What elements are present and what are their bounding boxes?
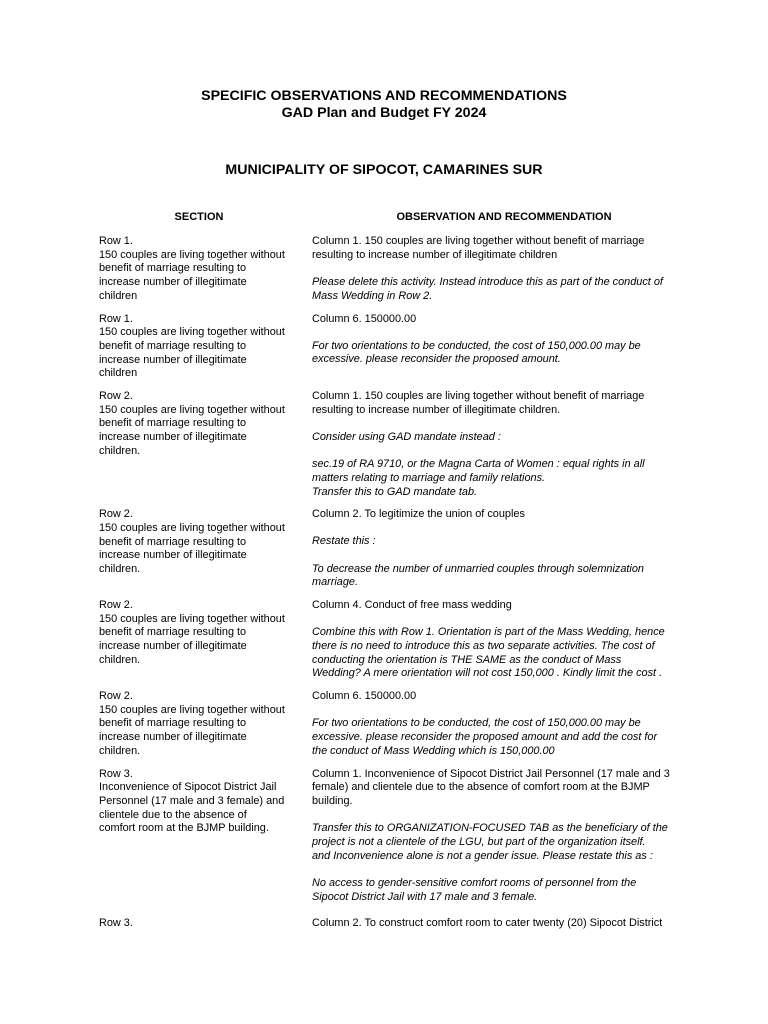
observation-line: marriage. <box>312 576 358 589</box>
observation-line: Column 6. 150000.00 <box>312 312 417 325</box>
section-line: benefit of marriage resulting to <box>99 262 247 275</box>
observation-line: Transfer this to ORGANIZATION-FOCUSED TAB as the beneficiary of the <box>312 822 668 835</box>
section-line: children. <box>99 653 141 666</box>
section-column-header: SECTION <box>174 211 224 223</box>
section-line: increase number of illegitimate <box>99 431 247 444</box>
section-line: Personnel (17 male and 3 female) and <box>99 795 285 807</box>
section-line: Row 2. <box>99 390 133 403</box>
observation-line: Wedding? A mere orientation will not cost 150,000 . Kindly limit the cost . <box>312 667 663 680</box>
observation-line: Restate this : <box>312 535 376 548</box>
section-cell <box>99 390 306 499</box>
observation-cell <box>312 690 698 759</box>
observation-line: and Inconvenience alone is not a gender issue. Please restate this as : <box>312 849 653 862</box>
observation-line: Transfer this to GAD mandate tab. <box>312 485 478 498</box>
recommendation-paragraph <box>312 717 698 758</box>
observation-cell <box>312 235 698 304</box>
observation-line: sec.19 of RA 9710, or the Magna Carta of Women : equal rights in all <box>312 458 645 471</box>
observation-paragraph <box>312 508 698 522</box>
section-line: Row 1. <box>99 312 133 325</box>
observation-line: For two orientations to be conducted, the cost of 150,000.00 may be <box>312 339 641 352</box>
observation-line: Column 1. 150 couples are living together without benefit of marriage <box>312 390 645 403</box>
observation-line: No access to gender-sensitive comfort rooms of personnel from the <box>312 876 637 889</box>
section-cell <box>99 690 306 759</box>
section-line: increase number of illegitimate <box>99 549 247 562</box>
section-cell <box>99 599 306 681</box>
observation-cell <box>312 313 698 382</box>
table-row <box>0 390 768 499</box>
section-cell <box>99 508 306 590</box>
document-title: SPECIFIC OBSERVATIONS AND RECOMMENDATIONS <box>201 88 567 104</box>
section-line: children. <box>99 444 141 457</box>
section-line: Row 3. <box>99 767 133 780</box>
section-line: benefit of marriage resulting to <box>99 417 247 430</box>
observation-cell <box>312 599 698 681</box>
observation-line: excessive. please reconsider the proposed amount. <box>312 353 561 366</box>
section-cell <box>99 917 306 931</box>
recommendation-paragraph <box>312 822 698 863</box>
observation-line: Column 2. To construct comfort room to cater twenty (20) Sipocot District <box>312 917 663 930</box>
section-cell <box>99 768 306 905</box>
section-line: 150 couples are living together without <box>99 703 285 716</box>
section-line: increase number of illegitimate <box>99 276 247 289</box>
section-line: 150 couples are living together without <box>99 612 285 625</box>
observation-line: building. <box>312 795 353 807</box>
recommendation-paragraph <box>312 340 698 367</box>
section-cell <box>99 313 306 382</box>
observation-line: Please delete this activity. Instead introduce this as part of the conduct of <box>312 275 663 288</box>
observation-line: resulting to increase number of illegitimate children <box>312 248 558 261</box>
section-line: children <box>99 289 138 302</box>
table-row <box>0 508 768 590</box>
table-row <box>0 599 768 681</box>
section-cell <box>99 235 306 304</box>
recommendation-paragraph <box>312 276 698 303</box>
observation-line: resulting to increase number of illegitimate children. <box>312 403 561 416</box>
observation-line: there is no need to introduce this as two separate activities. The cost of <box>312 639 655 652</box>
section-line: benefit of marriage resulting to <box>99 339 247 352</box>
recommendation-paragraph <box>312 431 698 445</box>
section-line: Row 2. <box>99 508 133 521</box>
observation-line: conducting the orientation is THE SAME as the conduct of Mass <box>312 653 622 666</box>
section-line: Row 2. <box>99 599 133 612</box>
observation-paragraph <box>312 690 698 704</box>
section-line: benefit of marriage resulting to <box>99 717 247 730</box>
observation-line: Column 6. 150000.00 <box>312 690 417 703</box>
section-line: increase number of illegitimate <box>99 640 247 653</box>
section-line: Row 1. <box>99 235 133 247</box>
observation-line: project is not a clientele of the LGU, but part of the organization itself. <box>312 835 646 848</box>
recommendation-paragraph <box>312 535 698 549</box>
observation-line: Column 1. 150 couples are living together without benefit of marriage <box>312 235 645 247</box>
table-row <box>0 690 768 759</box>
observation-cell <box>312 768 698 905</box>
observation-line: Column 1. Inconvenience of Sipocot District Jail Personnel (17 male and 3 <box>312 767 670 780</box>
section-line: 150 couples are living together without <box>99 326 285 339</box>
section-line: increase number of illegitimate <box>99 731 247 744</box>
observation-line: Sipocot District Jail with 17 male and 3 female. <box>312 890 538 903</box>
section-line: Inconvenience of Sipocot District Jail <box>99 781 277 794</box>
observation-line: Column 4. Conduct of free mass wedding <box>312 599 512 612</box>
observation-line: To decrease the number of unmarried couples through solemnization <box>312 562 644 575</box>
table-row <box>0 917 768 931</box>
document-subtitle: GAD Plan and Budget FY 2024 <box>281 105 487 121</box>
observation-line: Consider using GAD mandate instead : <box>312 430 501 443</box>
observation-line: Mass Wedding in Row 2. <box>312 289 433 302</box>
observation-line: female) and clientele due to the absence of comfort room at the BJMP <box>312 781 650 794</box>
observation-cell <box>312 917 698 931</box>
section-line: clientele due to the absence of <box>99 808 247 821</box>
observation-column-header: OBSERVATION AND RECOMMENDATION <box>396 211 612 223</box>
section-line: increase number of illegitimate <box>99 353 247 366</box>
section-line: children <box>99 367 138 380</box>
observation-paragraph <box>312 235 698 262</box>
observation-cell <box>312 390 698 499</box>
section-line: 150 couples are living together without <box>99 248 285 261</box>
observation-line: the conduct of Mass Wedding which is 150,000.00 <box>312 744 555 757</box>
observation-line: Column 2. To legitimize the union of couples <box>312 508 525 521</box>
section-line: benefit of marriage resulting to <box>99 535 247 548</box>
table-row <box>0 235 768 304</box>
section-line: 150 couples are living together without <box>99 521 285 534</box>
section-line: comfort room at the BJMP building. <box>99 822 269 835</box>
recommendation-paragraph <box>312 458 698 499</box>
recommendation-paragraph <box>312 563 698 590</box>
observation-paragraph <box>312 917 698 931</box>
observation-paragraph <box>312 599 698 613</box>
section-line: Row 2. <box>99 690 133 703</box>
observation-line: matters relating to marriage and family relations. <box>312 471 546 484</box>
table-row <box>0 768 768 905</box>
observation-cell <box>312 508 698 590</box>
recommendation-paragraph <box>312 877 698 904</box>
municipality-heading: MUNICIPALITY OF SIPOCOT, CAMARINES SUR <box>225 162 543 178</box>
observation-paragraph <box>312 768 698 809</box>
section-line: 150 couples are living together without <box>99 403 285 416</box>
observation-line: excessive. please reconsider the proposed amount and add the cost for <box>312 730 658 743</box>
observation-line: Combine this with Row 1. Orientation is part of the Mass Wedding, hence <box>312 626 665 639</box>
section-line: children. <box>99 563 141 576</box>
observation-line: For two orientations to be conducted, the cost of 150,000.00 may be <box>312 717 641 730</box>
section-line: Row 3. <box>99 917 133 930</box>
table-row <box>0 313 768 382</box>
observation-paragraph <box>312 390 698 417</box>
recommendation-paragraph <box>312 626 698 681</box>
section-line: benefit of marriage resulting to <box>99 626 247 639</box>
observations-table <box>0 235 768 940</box>
section-line: children. <box>99 744 141 757</box>
observation-paragraph <box>312 313 698 327</box>
